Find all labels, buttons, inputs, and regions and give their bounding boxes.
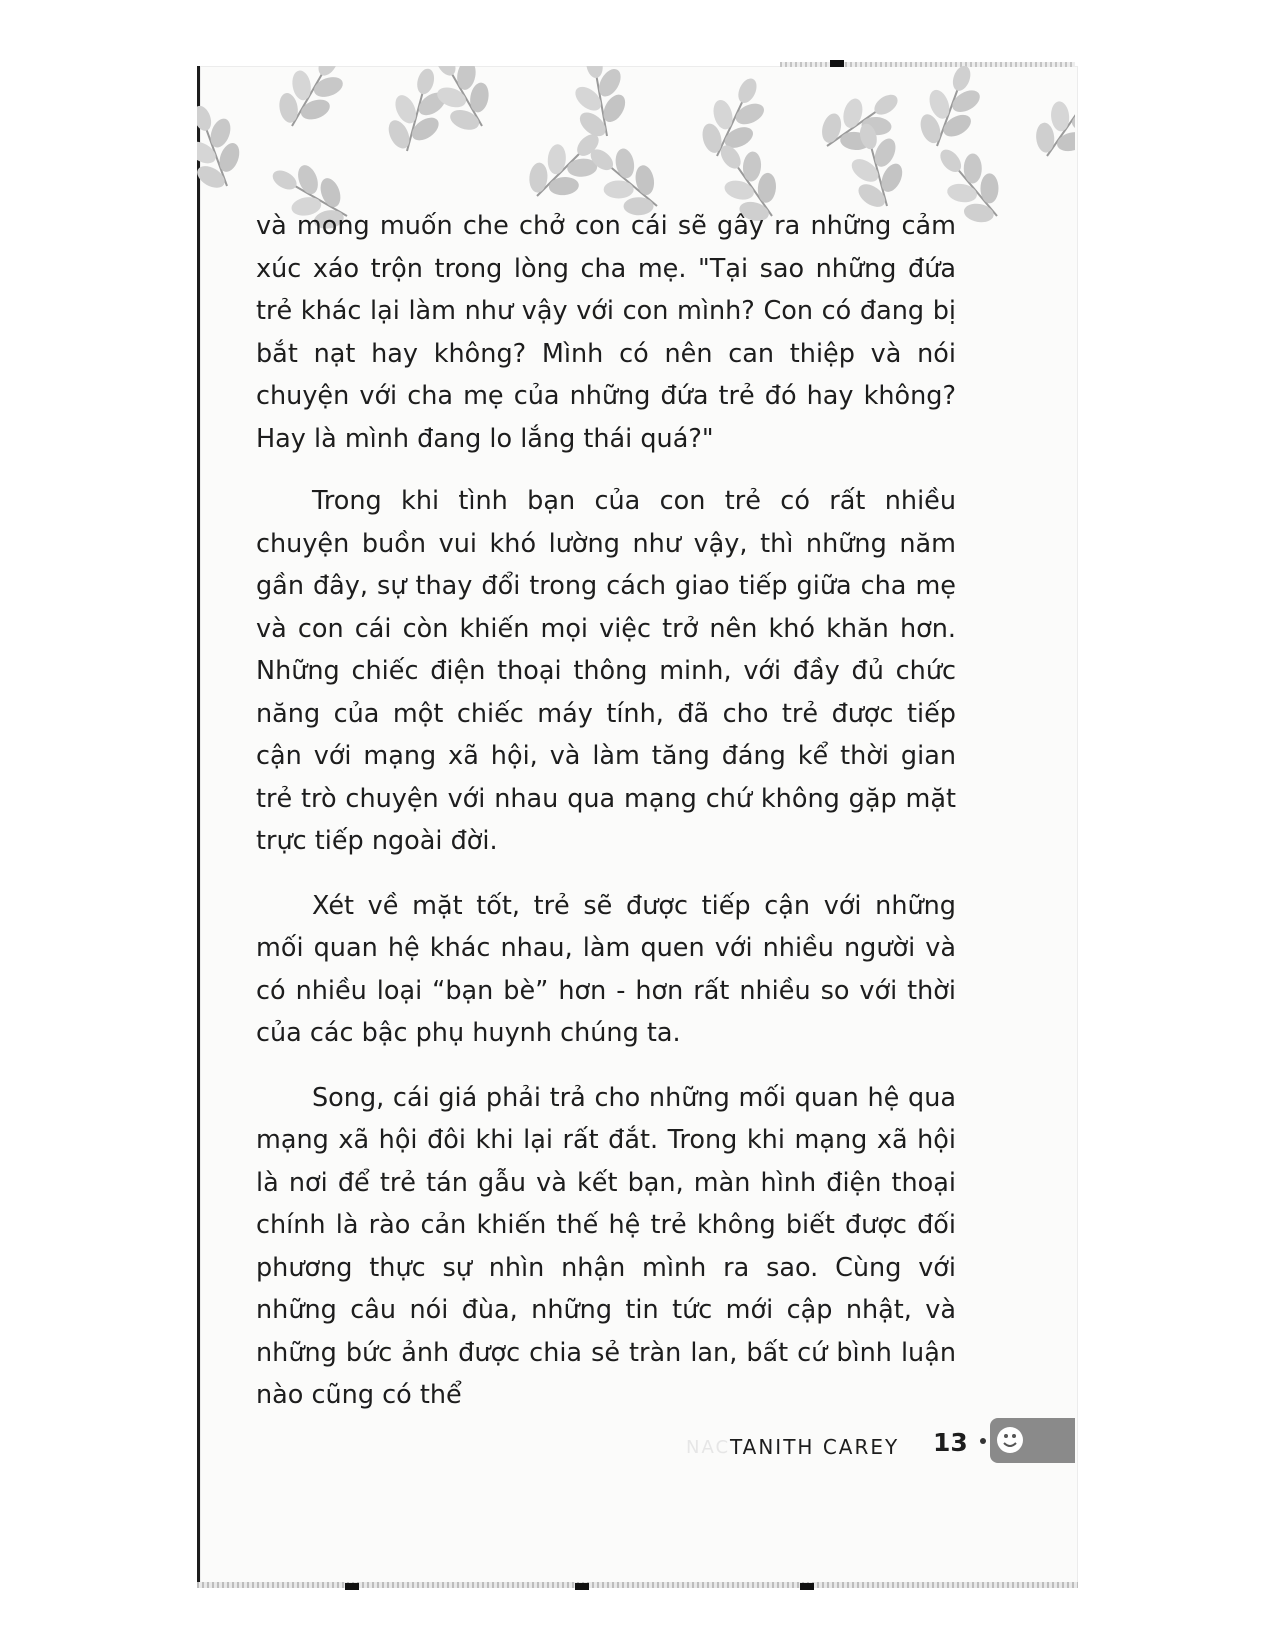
paragraph: Trong khi tình bạn của con trẻ có rất nhiều chuyện buồn vui khó lường như vậy, thì những năm gần đây, sự thay đổi trong cách giao tiếp giữa cha mẹ và con cái còn khiến mọi việc trở nên khó khăn hơn. Những chiếc điện thoại thông minh, với đầy đủ chức năng của một chiếc máy tính, đã cho trẻ được tiếp cận với mạng xã hội, và làm tăng đáng kể thời gian trẻ trò chuyện với nhau qua mạng chứ không gặp mặt trực tiếp ngoài đời. xyxy=(256,486,956,856)
paragraph: Song, cái giá phải trả cho những mối quan hệ qua mạng xã hội đôi khi lại rất đắt. Trong khi mạng xã hội là nơi để trẻ tán gẫu và kết bạn, màn hình điện thoại chính là rào cản khiến thế hệ trẻ không biết được đối phương thực sự nhìn nhận mình ra sao. Cùng với những câu nói đùa, những tin tức mới cập nhật, và những bức ảnh được chia sẻ tràn lan, bất cứ bình luận nào cũng có thể xyxy=(256,1082,956,1410)
leaf-sprig xyxy=(379,66,457,162)
page-tab xyxy=(990,1418,1075,1463)
leaf-sprig xyxy=(197,96,255,198)
page-number: 13 xyxy=(933,1428,968,1457)
edge-mark xyxy=(575,1583,589,1590)
running-footer-author: TANITH CAREY xyxy=(730,1435,900,1459)
edge-mark xyxy=(345,1583,359,1590)
footer-ghost-text: NAC xyxy=(686,1437,731,1458)
smiley-face-icon xyxy=(990,1418,1075,1463)
page-edge-bottom xyxy=(197,1582,1078,1588)
paragraph: Xét về mặt tốt, trẻ sẽ được tiếp cận với những mối quan hệ khác nhau, làm quen với nhiều người và có nhiều loại “bạn bè” hơn - hơn rất nhiều so với thời của các bậc phụ huynh chúng ta. xyxy=(256,890,956,1048)
leaf-sprig xyxy=(909,66,993,159)
tab-dot xyxy=(980,1438,986,1444)
leaf-sprig xyxy=(1022,70,1075,175)
leaf-sprig xyxy=(808,74,913,171)
body-text xyxy=(256,205,956,1439)
leaf-sprig xyxy=(564,66,636,144)
leaf-sprig xyxy=(266,66,360,143)
paragraph: và mong muốn che chở con cái sẽ gây ra những cảm xúc xáo trộn trong lòng cha mẹ. "Tại sao những đứa trẻ khác lại làm như vậy với con mình? Con có đang bị bắt nạt hay không? Mình có nên can thiệp và nói chuyện với cha mẹ của những đứa trẻ đó hay không? Hay là mình đang lo lắng thái quá?" xyxy=(256,211,956,454)
edge-mark xyxy=(800,1583,814,1590)
